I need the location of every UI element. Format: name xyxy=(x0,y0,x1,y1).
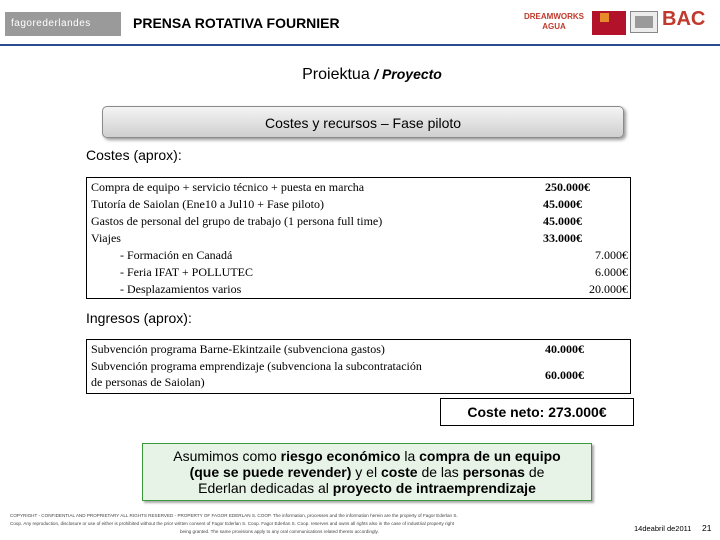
risk-summary-line3 xyxy=(143,480,591,496)
costes-amount: 33.000€ xyxy=(543,231,582,245)
project-label-eu: Proiektua xyxy=(302,66,370,83)
ingresos-heading xyxy=(86,310,192,326)
legal-disclaimer xyxy=(10,512,610,536)
summary-text: y el xyxy=(351,464,381,480)
summary-emphasis: (que se puede revender) xyxy=(189,464,352,480)
costes-item: Compra de equipo + servicio técnico + puesta en marcha xyxy=(91,180,365,194)
coste-neto-total: Coste neto: 273.000€ xyxy=(440,398,634,426)
footer-date: 14deabril de2011 xyxy=(634,524,692,533)
ingresos-item: de personas de Saiolan) xyxy=(91,375,205,389)
ingresos-heading-bold: Ingresos xyxy=(86,310,140,326)
fagor-ederlan-logo: fagorederlandes xyxy=(5,12,121,36)
costes-item: Viajes xyxy=(91,231,121,245)
legal-line: Coop. Any reproduction, disclosure or use of either is prohibited without the prior written consent of Fagor Ederlan S. Coop. Fagor Ederlan S. Coop. reserves and owns all rights also in the case of industrial property right xyxy=(10,521,455,526)
risk-summary-line1 xyxy=(143,448,591,464)
costes-heading xyxy=(86,147,182,163)
costes-subamount: 20.000€ xyxy=(589,282,628,296)
page-header-title: PRENSA ROTATIVA FOURNIER xyxy=(133,15,340,31)
partner-logo-grey xyxy=(630,11,658,33)
legal-line: COPYRIGHT - CONFIDENTIAL AND PROPRIETARY ALL RIGHTS RESERVED - PROPERTY OF FAGOR EDERLAN S. COOP. The information, processes and the information herein are the property of Fagor Ederlan S. xyxy=(10,513,458,518)
summary-text: Ederlan dedicadas al xyxy=(198,480,333,496)
ingresos-item: Subvención programa Barne-Ekintzaile (subvenciona gastos) xyxy=(91,342,385,356)
risk-summary-line2 xyxy=(143,464,591,480)
header-divider xyxy=(0,44,720,46)
dreamworks-agua-logo xyxy=(518,12,590,32)
costes-subamount: 7.000€ xyxy=(595,248,628,262)
costes-amount: 250.000€ xyxy=(545,180,590,194)
costes-amount: 45.000€ xyxy=(543,214,582,228)
summary-text: la xyxy=(400,448,420,464)
ingresos-item: Subvención programa emprendizaje (subvenciona la subcontratación xyxy=(91,359,422,373)
dreamworks-line2: AGUA xyxy=(542,22,566,31)
project-title xyxy=(0,66,720,84)
costes-subitem: - Formación en Canadá xyxy=(120,248,233,262)
ingresos-amount: 40.000€ xyxy=(545,342,584,356)
summary-text: de las xyxy=(417,464,463,480)
summary-emphasis: coste xyxy=(380,464,418,480)
costes-item: Gastos de personal del grupo de trabajo (1 persona full time) xyxy=(91,214,383,228)
costes-item: Tutoría de Saiolan (Ene10 a Jul10 + Fase piloto) xyxy=(91,197,324,211)
partner-logo-red xyxy=(592,11,626,35)
risk-summary-box xyxy=(142,443,592,501)
ingresos-heading-rest: (aprox): xyxy=(139,310,192,326)
summary-emphasis: compra de un equipo xyxy=(419,448,561,464)
costes-subamount: 6.000€ xyxy=(595,265,628,279)
summary-emphasis: proyecto de intraemprendizaje xyxy=(332,480,536,496)
costes-subitem: - Feria IFAT + POLLUTEC xyxy=(120,265,253,279)
section-banner: Costes y recursos – Fase piloto xyxy=(102,106,624,138)
summary-emphasis: riesgo económico xyxy=(280,448,401,464)
project-label-es: / Proyecto xyxy=(374,66,442,82)
costes-heading-rest: (aprox): xyxy=(129,147,182,163)
summary-text: de xyxy=(524,464,545,480)
ingresos-amount: 60.000€ xyxy=(545,368,584,382)
dreamworks-line1: DREAMWORKS xyxy=(524,12,584,21)
summary-text: Asumimos como xyxy=(173,448,281,464)
page-number: 21 xyxy=(702,523,712,533)
costes-subitem: - Desplazamientos varios xyxy=(120,282,242,296)
summary-emphasis: personas xyxy=(462,464,525,480)
costes-heading-bold: Costes xyxy=(86,147,130,163)
legal-line: being granted. The same provisions apply to any oral communications related thereto accordingly. xyxy=(180,529,379,534)
costes-amount: 45.000€ xyxy=(543,197,582,211)
bac-logo: BAC xyxy=(662,8,706,30)
